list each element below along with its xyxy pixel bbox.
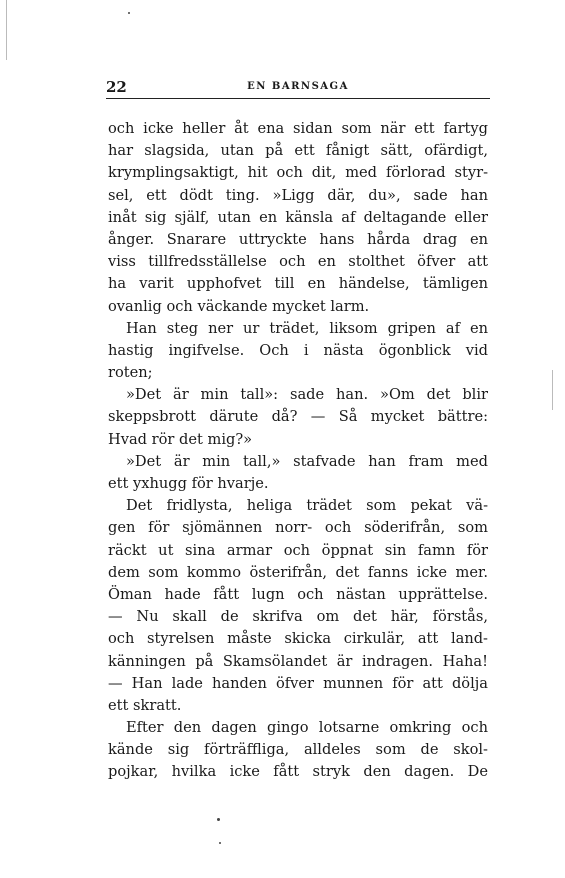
page-number: 22 [106, 78, 127, 96]
scan-speck [217, 818, 220, 821]
text-line: — Nu skall de skrifva om det här, förstås, [108, 608, 488, 626]
text-line: Öman hade fått lugn och nästan upprättelse. [108, 585, 488, 603]
scan-edge-mark [6, 0, 7, 60]
text-line: och icke heller åt ena sidan som när ett fartyg [108, 120, 488, 137]
text-line: Efter den dagen gingo lotsarne omkring och [126, 719, 488, 737]
text-line: ovanlig och väckande mycket larm. [108, 297, 370, 315]
text-line: hastig ingifvelse. Och i nästa ögonblick vid [108, 341, 488, 359]
text-line: roten; [108, 364, 153, 382]
text-line: Hvad rör det mig?» [108, 430, 253, 448]
text-line: krymplingsaktigt, hit och dit, med förlorad styr- [108, 164, 488, 182]
text-line: och styrelsen måste skicka cirkulär, att land- [108, 630, 488, 648]
text-line: Det fridlysta, heliga trädet som pekat vä- [126, 497, 488, 515]
scan-speck [128, 12, 130, 14]
text-line: »Det är min tall»: sade han. »Om det blir [126, 386, 488, 404]
text-line: gen för sjömännen norr- och söderifrån, som [108, 519, 488, 537]
text-line: — Han lade handen öfver munnen för att dölja [108, 674, 488, 692]
text-line: dem som kommo österifrån, det fanns icke mer. [108, 563, 488, 581]
text-line: har slagsida, utan på ett fånigt sätt, ofärdigt, [108, 142, 488, 160]
text-line: inåt sig själf, utan en känsla af deltagande eller [108, 208, 488, 226]
text-line: ett skratt. [108, 696, 182, 714]
text-line: sel, ett dödt ting. »Ligg där, du», sade han [108, 186, 488, 204]
text-line: ett yxhugg för hvarje. [108, 475, 269, 492]
text-line: känningen på Skamsölandet är indragen. Haha! [108, 652, 488, 670]
running-head: EN BARNSAGA [247, 81, 349, 92]
scan-speck [219, 842, 221, 844]
text-line: ha varit upphofvet till en händelse, tämligen [108, 275, 488, 293]
text-line: »Det är min tall,» stafvade han fram med [126, 452, 488, 470]
text-line: viss tillfredsställelse och en stolthet öfver att [108, 253, 488, 271]
page-header [106, 78, 490, 99]
text-line: skeppsbrott därute då? — Så mycket bättre: [108, 408, 488, 426]
text-line: räckt ut sina armar och öppnat sin famn för [108, 541, 488, 559]
text-line: Han steg ner ur trädet, liksom gripen af en [126, 319, 488, 337]
text-line: kände sig förträffliga, alldeles som de skol- [108, 741, 488, 759]
body-text [108, 118, 488, 784]
text-line: ånger. Snarare uttryckte hans hårda drag en [108, 230, 488, 248]
text-line: pojkar, hvilka icke fått stryk den dagen. De [108, 763, 488, 781]
scan-edge-mark [552, 370, 553, 410]
